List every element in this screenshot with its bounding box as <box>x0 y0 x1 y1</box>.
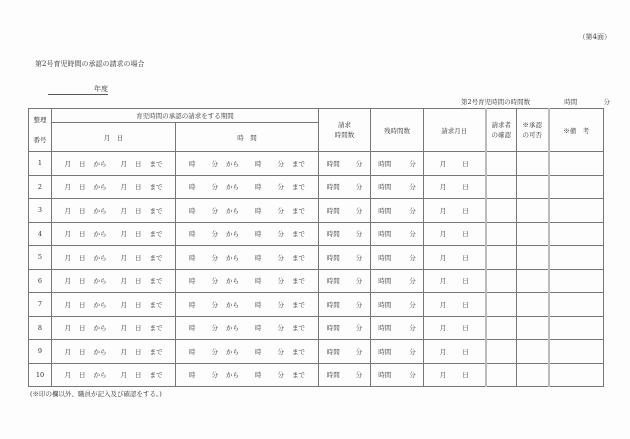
remarks-cell[interactable] <box>549 246 604 270</box>
table-row <box>29 340 604 364</box>
request-date-cell[interactable]: 月 日 <box>424 222 486 246</box>
approval-cell[interactable] <box>517 152 549 176</box>
row-number: 8 <box>29 316 52 340</box>
date-range-cell[interactable]: 月 日 から 月 日 まで <box>52 246 176 270</box>
date-range-cell[interactable]: 月 日 から 月 日 まで <box>52 269 176 293</box>
request-hours-cell[interactable]: 時間 分 <box>319 175 371 199</box>
time-range-cell[interactable]: 時 分 から 時 分 まで <box>176 222 319 246</box>
date-range-cell[interactable]: 月 日 から 月 日 まで <box>52 152 176 176</box>
remarks-cell[interactable] <box>549 316 604 340</box>
row-number: 1 <box>29 152 52 176</box>
remarks-cell[interactable] <box>549 363 604 387</box>
request-table <box>28 108 604 387</box>
request-hours-cell[interactable]: 時間 分 <box>319 222 371 246</box>
table-row <box>29 316 604 340</box>
requester-confirm-cell[interactable] <box>486 199 517 223</box>
header-requester-confirm: 請求者 の確認 <box>486 109 517 152</box>
request-date-cell[interactable]: 月 日 <box>424 175 486 199</box>
request-hours-cell[interactable]: 時間 分 <box>319 293 371 317</box>
remaining-hours-cell[interactable]: 時間 分 <box>371 246 424 270</box>
time-range-cell[interactable]: 時 分 から 時 分 まで <box>176 246 319 270</box>
date-range-cell[interactable]: 月 日 から 月 日 まで <box>52 293 176 317</box>
total-minutes-unit: 分 <box>603 98 610 106</box>
table-row <box>29 152 604 176</box>
header-request-hours: 請求 時間数 <box>319 109 371 152</box>
request-date-cell[interactable]: 月 日 <box>424 316 486 340</box>
requester-confirm-cell[interactable] <box>486 246 517 270</box>
approval-cell[interactable] <box>517 316 549 340</box>
row-number: 5 <box>29 246 52 270</box>
remarks-cell[interactable] <box>549 152 604 176</box>
header-remarks: ※備 考 <box>549 109 604 152</box>
request-date-cell[interactable]: 月 日 <box>424 246 486 270</box>
request-date-cell[interactable]: 月 日 <box>424 269 486 293</box>
date-range-cell[interactable]: 月 日 から 月 日 まで <box>52 316 176 340</box>
date-range-cell[interactable]: 月 日 から 月 日 まで <box>52 340 176 364</box>
approval-cell[interactable] <box>517 363 549 387</box>
table-row <box>29 363 604 387</box>
remaining-hours-cell[interactable]: 時間 分 <box>371 199 424 223</box>
requester-confirm-cell[interactable] <box>486 222 517 246</box>
requester-confirm-cell[interactable] <box>486 316 517 340</box>
row-number: 4 <box>29 222 52 246</box>
row-number: 10 <box>29 363 52 387</box>
footnote: (※印の欄以外、職員が記入及び確認をする。) <box>30 390 162 398</box>
time-range-cell[interactable]: 時 分 から 時 分 まで <box>176 152 319 176</box>
remaining-hours-cell[interactable]: 時間 分 <box>371 363 424 387</box>
request-hours-cell[interactable]: 時間 分 <box>319 246 371 270</box>
header-request-date: 請求月日 <box>424 109 486 152</box>
request-hours-cell[interactable]: 時間 分 <box>319 269 371 293</box>
time-range-cell[interactable]: 時 分 から 時 分 まで <box>176 340 319 364</box>
table-row <box>29 199 604 223</box>
remaining-hours-cell[interactable]: 時間 分 <box>371 152 424 176</box>
requester-confirm-cell[interactable] <box>486 340 517 364</box>
row-number: 9 <box>29 340 52 364</box>
requester-confirm-cell[interactable] <box>486 363 517 387</box>
row-number: 7 <box>29 293 52 317</box>
remarks-cell[interactable] <box>549 175 604 199</box>
request-date-cell[interactable]: 月 日 <box>424 340 486 364</box>
row-number: 6 <box>29 269 52 293</box>
table-row <box>29 293 604 317</box>
request-hours-cell[interactable]: 時間 分 <box>319 152 371 176</box>
request-hours-cell[interactable]: 時間 分 <box>319 340 371 364</box>
remarks-cell[interactable] <box>549 199 604 223</box>
form-title: 第2号育児時間の承認の請求の場合 <box>35 60 145 68</box>
header-remaining-hours: 残時間数 <box>371 109 424 152</box>
requester-confirm-cell[interactable] <box>486 269 517 293</box>
total-hours-unit: 時間 <box>564 98 578 106</box>
approval-cell[interactable] <box>517 269 549 293</box>
approval-cell[interactable] <box>517 175 549 199</box>
remaining-hours-cell[interactable]: 時間 分 <box>371 316 424 340</box>
remaining-hours-cell[interactable]: 時間 分 <box>371 293 424 317</box>
remarks-cell[interactable] <box>549 293 604 317</box>
total-hours-label: 第2号育児時間の時間数 <box>461 98 531 106</box>
remarks-cell[interactable] <box>549 269 604 293</box>
fiscal-year-field[interactable] <box>48 85 108 95</box>
fiscal-year-suffix: 年度 <box>94 85 108 93</box>
date-range-cell[interactable]: 月 日 から 月 日 まで <box>52 363 176 387</box>
header-period: 育児時間の承認の請求をする期間 <box>52 109 319 123</box>
time-range-cell[interactable]: 時 分 から 時 分 まで <box>176 293 319 317</box>
row-number: 2 <box>29 175 52 199</box>
request-date-cell[interactable]: 月 日 <box>424 363 486 387</box>
header-time: 時 間 <box>176 123 319 152</box>
time-range-cell[interactable]: 時 分 から 時 分 まで <box>176 269 319 293</box>
approval-cell[interactable] <box>517 222 549 246</box>
request-hours-cell[interactable]: 時間 分 <box>319 199 371 223</box>
remarks-cell[interactable] <box>549 340 604 364</box>
table-row <box>29 175 604 199</box>
header-approval: ※承認 の可否 <box>517 109 549 152</box>
approval-cell[interactable] <box>517 246 549 270</box>
header-seiri-bangou: 整理 番号 <box>29 109 52 152</box>
request-hours-cell[interactable]: 時間 分 <box>319 316 371 340</box>
table-row <box>29 269 604 293</box>
requester-confirm-cell[interactable] <box>486 152 517 176</box>
date-range-cell[interactable]: 月 日 から 月 日 まで <box>52 222 176 246</box>
remaining-hours-cell[interactable]: 時間 分 <box>371 222 424 246</box>
time-range-cell[interactable]: 時 分 から 時 分 まで <box>176 175 319 199</box>
table-row <box>29 222 604 246</box>
request-date-cell[interactable]: 月 日 <box>424 293 486 317</box>
remaining-hours-cell[interactable]: 時間 分 <box>371 175 424 199</box>
time-range-cell[interactable]: 時 分 から 時 分 まで <box>176 316 319 340</box>
request-date-cell[interactable]: 月 日 <box>424 199 486 223</box>
approval-cell[interactable] <box>517 293 549 317</box>
total-hours-summary <box>461 97 610 106</box>
time-range-cell[interactable]: 時 分 から 時 分 まで <box>176 363 319 387</box>
approval-cell[interactable] <box>517 199 549 223</box>
request-hours-cell[interactable]: 時間 分 <box>319 363 371 387</box>
header-month-day: 月 日 <box>52 123 176 152</box>
time-range-cell[interactable]: 時 分 から 時 分 まで <box>176 199 319 223</box>
date-range-cell[interactable]: 月 日 から 月 日 まで <box>52 199 176 223</box>
table-row <box>29 246 604 270</box>
request-date-cell[interactable]: 月 日 <box>424 152 486 176</box>
requester-confirm-cell[interactable] <box>486 175 517 199</box>
page-number-label: （第4面） <box>578 33 611 41</box>
remaining-hours-cell[interactable]: 時間 分 <box>371 340 424 364</box>
requester-confirm-cell[interactable] <box>486 293 517 317</box>
row-number: 3 <box>29 199 52 223</box>
date-range-cell[interactable]: 月 日 から 月 日 まで <box>52 175 176 199</box>
remarks-cell[interactable] <box>549 222 604 246</box>
remaining-hours-cell[interactable]: 時間 分 <box>371 269 424 293</box>
approval-cell[interactable] <box>517 340 549 364</box>
